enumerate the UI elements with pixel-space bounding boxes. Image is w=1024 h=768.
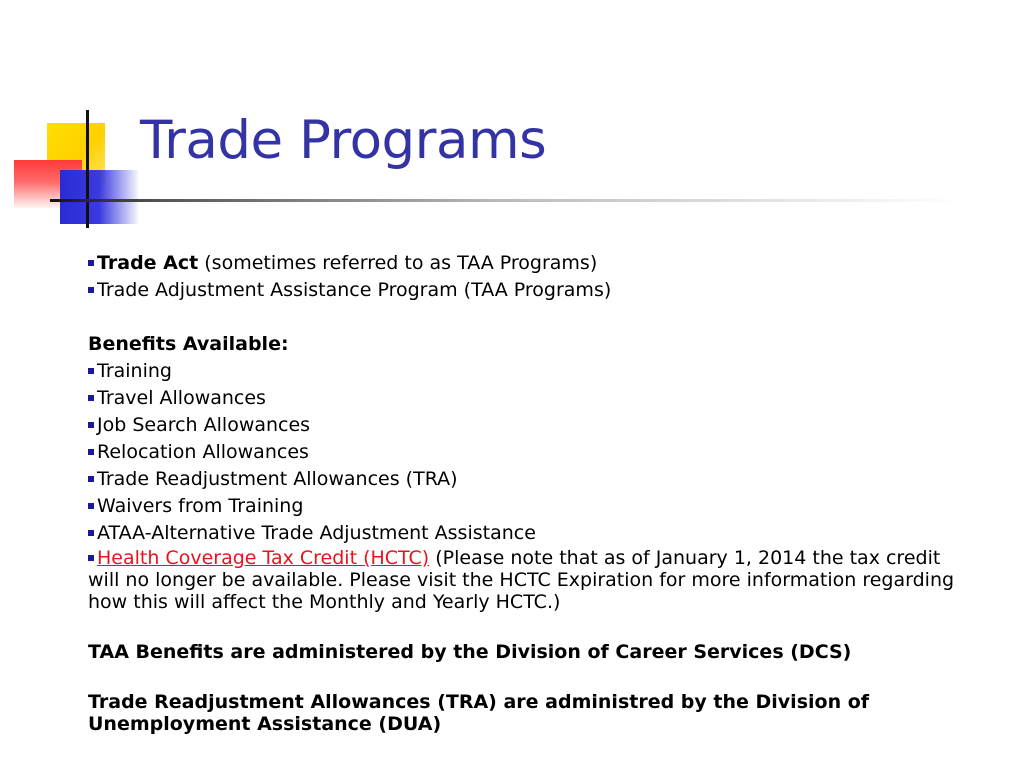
bullet-icon — [88, 422, 94, 428]
program-item-bold-label: Trade Act — [97, 252, 199, 274]
hctc-link[interactable]: Health Coverage Tax Credit (HCTC) — [97, 547, 430, 569]
benefit-item — [88, 358, 968, 385]
benefit-label: ATAA-Alternative Trade Adjustment Assistance — [97, 522, 536, 544]
title-underline — [50, 199, 960, 202]
bullet-icon — [88, 368, 94, 374]
slide-title: Trade Programs — [140, 110, 547, 171]
benefit-label: Training — [97, 360, 172, 382]
benefit-item — [88, 412, 968, 439]
benefit-label: Job Search Allowances — [97, 414, 311, 436]
benefit-item — [88, 466, 968, 493]
benefit-item-hctc — [88, 547, 968, 613]
benefit-item — [88, 520, 968, 547]
slide-corner-decoration — [0, 0, 160, 240]
benefit-label: Waivers from Training — [97, 495, 304, 517]
dua-administration-note: Trade Readjustment Allowances (TRA) are administred by the Division of Unemployment Assistance (DUA) — [88, 691, 870, 735]
program-item-trade-act — [88, 250, 968, 277]
benefits-heading: Benefits Available: — [88, 333, 289, 355]
hctc-note: (Please note that as of January 1, 2014 the tax credit will no longer be available. Please visit the HCTC Expiration for more information regarding how this will affect the Monthly and Yearly HCTC.) — [88, 547, 955, 613]
benefit-item — [88, 385, 968, 412]
program-item-taa — [88, 277, 968, 304]
bullet-icon — [88, 260, 94, 266]
decor-blue-square — [60, 170, 138, 224]
program-item-text: Trade Adjustment Assistance Program (TAA Programs) — [97, 279, 612, 301]
dcs-administration-note: TAA Benefits are administered by the Division of Career Services (DCS) — [88, 641, 852, 663]
bullet-icon — [88, 530, 94, 536]
bullet-icon — [88, 395, 94, 401]
benefit-label: Travel Allowances — [97, 387, 266, 409]
benefit-item — [88, 493, 968, 520]
benefit-label: Trade Readjustment Allowances (TRA) — [97, 468, 458, 490]
bullet-icon — [88, 287, 94, 293]
bullet-icon — [88, 476, 94, 482]
benefit-label: Relocation Allowances — [97, 441, 309, 463]
benefit-item — [88, 439, 968, 466]
bullet-icon — [88, 555, 94, 561]
program-item-text: (sometimes referred to as TAA Programs) — [198, 252, 598, 274]
bullet-icon — [88, 449, 94, 455]
decor-vertical-line — [86, 110, 89, 228]
slide-body — [88, 250, 968, 735]
bullet-icon — [88, 503, 94, 509]
